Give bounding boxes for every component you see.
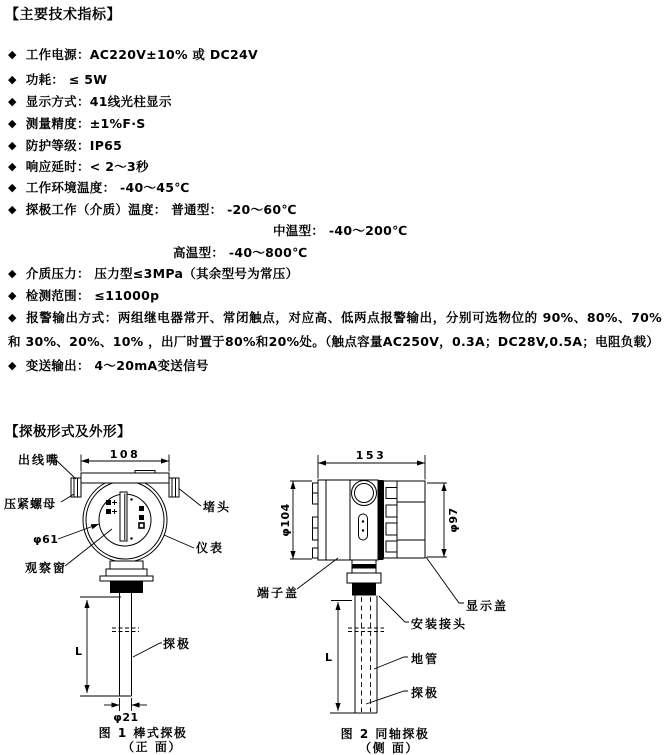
fig1-rod-probe-front-view [4, 448, 231, 754]
diamond-bullet-icon: ◆ [8, 73, 17, 86]
spec-text: 探极工作（介质）温度： 普通型： -20～60℃ [25, 202, 297, 217]
fig2-coaxial-probe-side-view [256, 449, 508, 755]
diamond-bullet-icon: ◆ [8, 289, 17, 302]
main-specs-title: 【主要技术指标】 [5, 7, 121, 23]
spec-medium-temp-high [173, 243, 308, 261]
fig1-label-observation-window: 观察窗 [25, 561, 68, 575]
fig2-dim-phi97: φ97 [447, 507, 460, 533]
spec-alarm-output [8, 306, 662, 353]
spec-text: 高温型： -40～800℃ [173, 245, 308, 260]
probe-form-title: 【探极形式及外形】 [5, 424, 131, 440]
spec-working-power [8, 45, 258, 63]
fig2-label-ground-pipe: 地管 [411, 652, 440, 666]
spec-text: 工作电源：AC220V±10% 或 DC24V [25, 47, 258, 62]
diamond-bullet-icon: ◆ [8, 117, 17, 130]
fig1-dim-phi21: φ21 [113, 711, 139, 724]
spec-power-consumption [8, 70, 107, 88]
spec-text: 响应延时：< 2～3秒 [25, 159, 149, 174]
fig1-dim-phi61: φ61 [33, 533, 59, 546]
spec-protection-class [8, 136, 122, 154]
fig1-label-cable-outlet: 出线嘴 [18, 453, 61, 467]
fig1-label-probe: 探极 [163, 637, 192, 651]
spec-text: 防护等级：IP65 [25, 138, 123, 153]
diamond-bullet-icon: ◆ [8, 48, 17, 61]
fig2-label-display-cover: 显示盖 [466, 599, 509, 613]
fig2-dim-L: L [325, 651, 333, 664]
spec-text: 工作环境温度： -40～45℃ [25, 180, 190, 195]
diamond-bullet-icon: ◆ [8, 267, 17, 280]
fig2-dim-phi104: φ104 [279, 503, 292, 537]
spec-medium-pressure [8, 264, 298, 282]
diamond-bullet-icon: ◆ [8, 160, 17, 173]
spec-text: 报警输出方式：两组继电器常开、常闭触点，对应高、低两点报警输出，分别可选物位的 90%、80%、70% 和 30%、20%、10% ，出厂时置于80%和20%处。（触点容量AC250V，0.3A；DC28V,0.5A；电阻负载） [8, 310, 662, 349]
fig1-caption-view: （正 面） [122, 740, 182, 754]
fig1-caption: 图 1 棒式探极 [98, 726, 188, 740]
fig1-label-plug: 堵头 [203, 500, 232, 514]
spec-text: 变送输出： 4～20mA变送信号 [25, 358, 209, 373]
spec-text: 介质压力： 压力型≤3MPa（其余型号为常压） [25, 266, 299, 281]
spec-detection-range [8, 286, 159, 304]
diamond-bullet-icon: ◆ [8, 139, 17, 152]
diamond-bullet-icon: ◆ [8, 203, 17, 216]
spec-response-delay [8, 157, 149, 175]
fig1-dim-108: 108 [109, 448, 141, 461]
spec-text: 显示方式：41线光柱显示 [25, 94, 172, 109]
spec-ambient-temp [8, 178, 190, 196]
fig2-dim-153: 153 [355, 449, 387, 462]
diamond-bullet-icon: ◆ [8, 359, 17, 372]
spec-text: 测量精度：±1%F·S [25, 116, 146, 131]
diamond-bullet-icon: ◆ [8, 95, 17, 108]
spec-probe-medium-temp [8, 200, 297, 218]
spec-text: 功耗： ≤ 5W [25, 72, 108, 87]
fig2-caption: 图 2 同轴探极 [340, 727, 430, 741]
spec-display-mode [8, 92, 172, 110]
spec-text: 检测范围： ≤11000p [25, 288, 160, 303]
fig1-label-compression-nut: 压紧螺母 [4, 497, 57, 511]
fig2-label-probe: 探极 [411, 686, 440, 700]
spec-medium-temp-mid [273, 221, 408, 239]
spec-accuracy [8, 114, 146, 132]
fig2-label-mounting-adapter: 安装接头 [411, 617, 468, 631]
fig2-caption-view: （侧 面） [359, 741, 419, 755]
probe-drawings [0, 443, 665, 755]
fig1-label-instrument: 仪表 [196, 541, 225, 555]
diamond-bullet-icon: ◆ [8, 311, 17, 324]
diamond-bullet-icon: ◆ [8, 181, 17, 194]
spec-text: 中温型： -40～200℃ [273, 223, 408, 238]
spec-transmit-output [8, 356, 209, 374]
fig1-dim-L: L [75, 645, 83, 658]
fig2-label-terminal-cover: 端子盖 [257, 586, 300, 600]
